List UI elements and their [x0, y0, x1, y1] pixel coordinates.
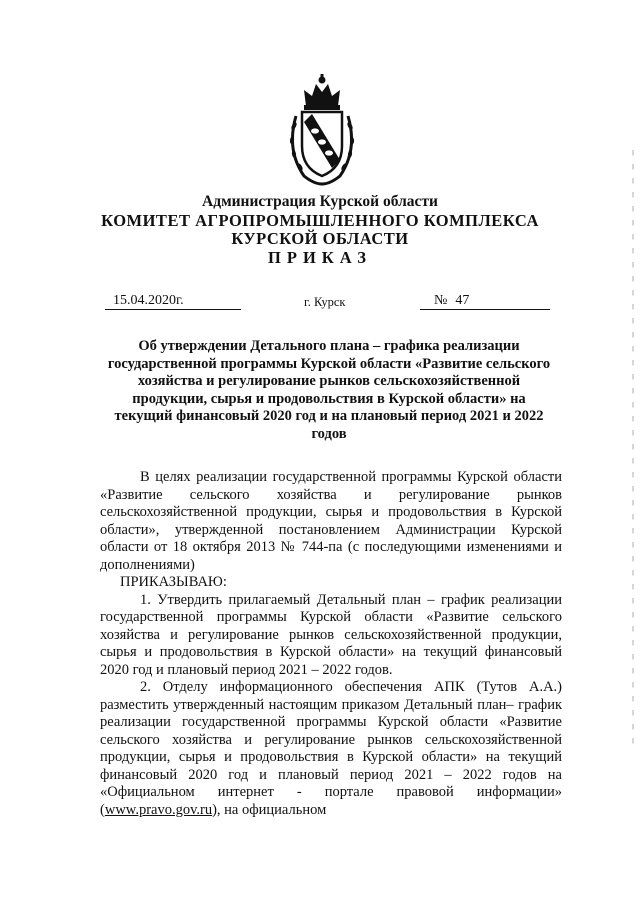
administration-heading: Администрация Курской области	[202, 193, 438, 210]
item-1-paragraph: 1. Утвердить прилагаемый Детальный план – график реализации государственной программы Курской области «Развитие сельского хозяйства и регулирование рынков сельскохозяйственной продукции, сырья и продовольствия в Курской области» на текущий финансовый 2020 год и плановый период 2021 – 2022 годов.	[100, 591, 562, 678]
order-date: 15.04.2020г.	[105, 293, 241, 310]
order-title: Об утверждении Детального плана – графика реализации государственной программы Курской области «Развитие сельского хозяйства и регулирование рынков сельскохозяйственной продукции, сырья и продовольствия в Курской области» на текущий финансовый 2020 год и на плановый период 2021 и 2022 годов	[107, 338, 551, 442]
order-city: г. Курск	[304, 295, 346, 309]
item-2-text-start: 2. Отделу информационного обеспечения АПК (Тутов А.А.) разместить утвержденный настоящим приказом Детальный план– график реализации государственной программы Курской области «Развитие сельского хозяйства и регулирование рынков сельскохозяйственной продукции, сырья и продовольствия в Курской области» на текущий финансовый 2020 год и плановый период 2021 – 2022 годов на «Официальном интернет - портале правовой информации» (	[100, 679, 562, 818]
order-directive: ПРИКАЗЫВАЮ:	[120, 574, 227, 590]
item-2-paragraph	[100, 679, 562, 819]
intro-paragraph: В целях реализации государственной программы Курской области «Развитие сельского хозяйства и регулирование рынков сельскохозяйственной продукции, сырья и продовольствия в Курской области», утвержденной постановлением Администрации Курской области от 18 октября 2013 № 744-па (с последующими изменениями и дополнениями)	[100, 469, 562, 573]
document-type-heading: ПРИКАЗ	[268, 248, 372, 267]
order-body	[100, 469, 562, 819]
coat-of-arms-emblem	[282, 72, 362, 188]
item-2-text-end: ), на официальном	[212, 801, 327, 818]
order-number-field	[420, 293, 550, 310]
order-number: 47	[455, 293, 470, 308]
pravo-gov-link[interactable]: www.pravo.gov.ru	[104, 801, 213, 818]
region-heading: КУРСКОЙ ОБЛАСТИ	[231, 229, 409, 248]
number-sign: №	[434, 293, 448, 308]
committee-heading: КОМИТЕТ АГРОПРОМЫШЛЕННОГО КОМПЛЕКСА	[101, 211, 539, 230]
scan-edge-mark	[632, 150, 634, 750]
